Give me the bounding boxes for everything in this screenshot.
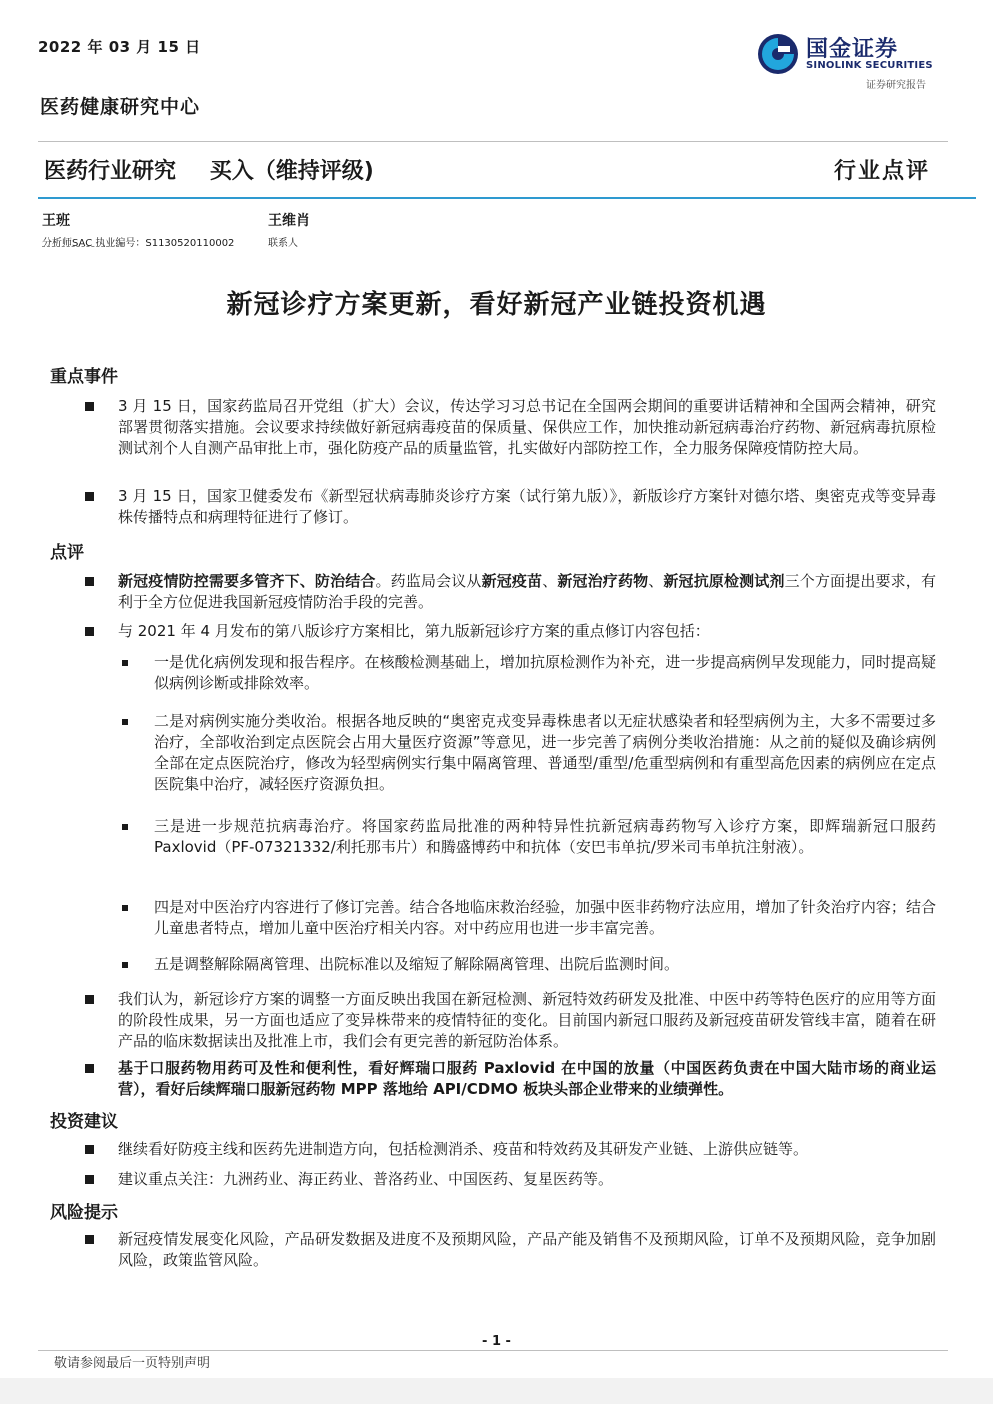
company-logo bbox=[756, 30, 946, 90]
report-type: 行业点评 bbox=[834, 158, 931, 184]
analyst-1 bbox=[42, 210, 234, 249]
review-highlight: 新冠抗原检测试剂 bbox=[663, 572, 785, 590]
rating: 买入（维持评级) bbox=[209, 159, 374, 184]
section-heading-risk: 风险提示 bbox=[50, 1203, 118, 1223]
revision-item: 一是优化病例发现和报告程序。在核酸检测基础上，增加抗原检测作为补充，进一步提高病例早发现能力，同时提高疑似病例诊断或排除效率。 bbox=[154, 653, 936, 692]
review-paragraph-1 bbox=[118, 571, 936, 613]
bullet-icon bbox=[85, 1064, 94, 1073]
analyst-2 bbox=[268, 210, 310, 249]
sub-bullet-icon bbox=[122, 905, 128, 911]
sub-bullet-icon bbox=[122, 660, 128, 666]
revision-item: 二是对病例实施分类收治。根据各地反映的“奥密克戎变异毒株患者以无症状感染者和轻型病例为主，大多不需要过多治疗，全部收治到定点医院会占用大量医疗资源”等意见，进一步完善了病例分类收治措施：从之前的疑似及确诊病例全部在定点医院治疗，修改为轻型病例实行集中隔离管理、普通型/重型/危重型病例和有重型高危因素的病例应在定点医院集中治疗，减轻医疗资源负担。 bbox=[154, 712, 936, 793]
advice-item: 继续看好防疫主线和医药先进制造方向，包括检测消杀、疫苗和特效药及其研发产业链、上游供应链等。 bbox=[118, 1140, 809, 1158]
bullet-icon bbox=[85, 402, 94, 411]
analyst-divider bbox=[42, 246, 124, 247]
sub-bullet-icon bbox=[122, 719, 128, 725]
review-paragraph-4: 基于口服药物用药可及性和便利性，看好辉瑞口服药 Paxlovid 在中国的放量（中国医药负责在中国大陆市场的商业运营），看好后续辉瑞口服新冠药物 MPP 落地给 API/CDMO 板块头部企业带来的业绩弹性。 bbox=[118, 1059, 936, 1098]
analyst-name: 王维肖 bbox=[268, 213, 310, 229]
sub-bullet-icon bbox=[122, 824, 128, 830]
bullet-icon bbox=[85, 1175, 94, 1184]
bullet-icon bbox=[85, 1235, 94, 1244]
event-item: 3 月 15 日，国家卫健委发布《新型冠状病毒肺炎诊疗方案（试行第九版）》，新版诊疗方案针对德尔塔、奥密克戎等变异毒株传播特点和病理特征进行了修订。 bbox=[118, 487, 936, 526]
blue-divider bbox=[38, 197, 976, 199]
bullet-icon bbox=[85, 1145, 94, 1154]
disclaimer-note: 敬请参阅最后一页特别声明 bbox=[54, 1356, 211, 1371]
review-text: 。药监局会议从 bbox=[375, 572, 482, 590]
bullet-icon bbox=[85, 995, 94, 1004]
event-item: 3 月 15 日，国家药监局召开党组（扩大）会议，传达学习习总书记在全国两会期间的重要讲话精神和全国两会精神，研究部署贯彻落实措施。会议要求持续做好新冠病毒疫苗的保质量、保供应工作，加快推动新冠病毒治疗药物、新冠病毒抗原检测试剂个人自测产品审批上市，强化防疫产品的质量监管，扎实做好内部防控工作，全力服务保障疫情防控大局。 bbox=[118, 397, 936, 457]
revision-item: 四是对中医治疗内容进行了修订完善。结合各地临床救治经验，加强中医非药物疗法应用，增加了针灸治疗内容；结合儿童患者特点，增加儿童中医治疗相关内容。对中药应用也进一步丰富完善。 bbox=[154, 898, 936, 937]
section-heading-events: 重点事件 bbox=[50, 367, 118, 387]
bullet-icon bbox=[85, 577, 94, 586]
review-paragraph-2: 与 2021 年 4 月发布的第八版诊疗方案相比，第九版新冠诊疗方案的重点修订内容包括： bbox=[118, 622, 710, 640]
report-title: 新冠诊疗方案更新，看好新冠产业链投资机遇 bbox=[226, 290, 767, 320]
review-paragraph-3: 我们认为，新冠诊疗方案的调整一方面反映出我国在新冠检测、新冠特效药研发及批准、中医中药等特色医疗的应用等方面的阶段性成果，另一方面也适应了变异株带来的疫情特征的变化。目前国内新冠口服药及新冠疫苗研发管线丰富，随着在研产品的临床数据读出及批准上市，我们会有更完善的新冠防治体系。 bbox=[118, 990, 936, 1050]
review-highlight: 新冠治疗药物 bbox=[557, 572, 649, 590]
research-center-name: 医药健康研究中心 bbox=[40, 96, 201, 118]
footer-divider bbox=[38, 1350, 948, 1351]
bullet-icon bbox=[85, 492, 94, 501]
page-number: - 1 - bbox=[482, 1334, 511, 1349]
section-heading-review: 点评 bbox=[50, 543, 84, 563]
sinolink-logo-icon bbox=[756, 32, 800, 76]
analyst-name: 王班 bbox=[42, 213, 70, 229]
revision-item: 三是进一步规范抗病毒治疗。将国家药监局批准的两种特异性抗新冠病毒药物写入诊疗方案，即辉瑞新冠口服药 Paxlovid（PF-07321332/利托那韦片）和腾盛博药中和抗体（安巴韦单抗/罗米司韦单抗注射液）。 bbox=[154, 817, 936, 856]
report-category-bar bbox=[44, 154, 400, 185]
review-highlight: 新冠疫苗 bbox=[481, 572, 543, 590]
advice-item: 建议重点关注：九洲药业、海正药业、普洛药业、中国医药、复星医药等。 bbox=[118, 1170, 614, 1188]
header-divider bbox=[38, 141, 948, 142]
logo-chinese-name: 国金证券 bbox=[806, 37, 899, 62]
revision-item: 五是调整解除隔离管理、出院标准以及缩短了解除隔离管理、出院后监测时间。 bbox=[154, 955, 680, 973]
review-highlight: 新冠疫情防控需要多管齐下、防治结合 bbox=[118, 572, 376, 590]
review-text: 、 bbox=[648, 572, 664, 590]
bullet-icon bbox=[85, 627, 94, 636]
risk-item: 新冠疫情发展变化风险，产品研发数据及进度不及预期风险，产品产能及销售不及预期风险，订单不及预期风险，竞争加剧风险，政策监管风险。 bbox=[118, 1230, 936, 1269]
sub-bullet-icon bbox=[122, 962, 128, 968]
logo-subtitle: 证券研究报告 bbox=[866, 80, 926, 91]
report-date: 2022 年 03 月 15 日 bbox=[38, 38, 201, 56]
logo-english-name: SINOLINK SECURITIES bbox=[806, 60, 933, 71]
research-type: 医药行业研究 bbox=[44, 159, 177, 184]
bottom-margin bbox=[0, 1378, 993, 1404]
section-heading-advice: 投资建议 bbox=[50, 1112, 118, 1132]
review-text: 三个方面提出要求，有利于全方位促进我国新冠疫情防治手段的完善。 bbox=[118, 572, 936, 611]
analyst-info: 分析师SAC 执业编号：S1130520110002 bbox=[42, 238, 235, 249]
analyst-info: 联系人 bbox=[268, 238, 298, 249]
review-text: 、 bbox=[542, 572, 558, 590]
